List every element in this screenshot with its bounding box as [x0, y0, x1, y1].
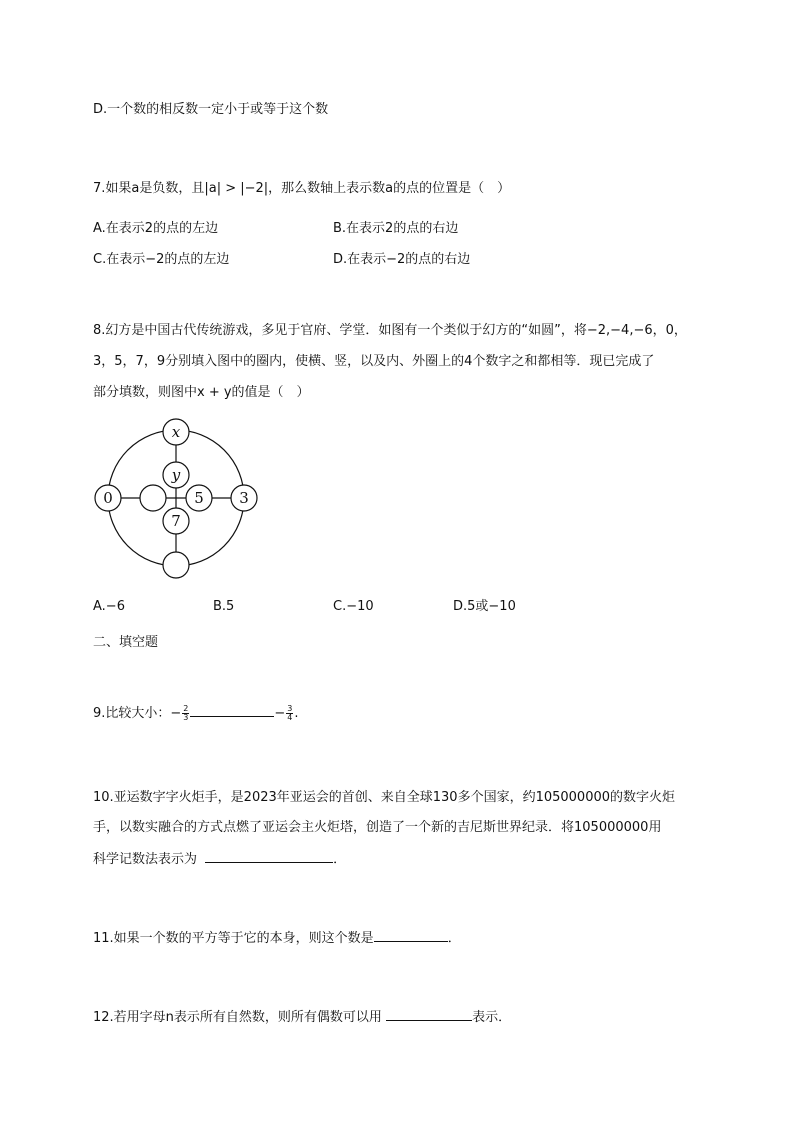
q12-suffix: 表示．	[472, 1010, 512, 1025]
q9-frac2-den: 4	[287, 713, 293, 722]
q8-option-d: D.5或−10	[453, 599, 516, 614]
q7-option-c: C.在表示−2的点的左边	[93, 252, 230, 267]
q8-option-b: B.5	[213, 599, 235, 614]
q10-suffix: ．	[333, 852, 347, 867]
q9-fraction-2	[286, 705, 293, 722]
q9-suffix: .	[294, 706, 299, 721]
q9-fraction-1	[182, 705, 189, 722]
q10-prefix: 科学记数法表示为	[93, 852, 198, 867]
node-left-label: 0	[103, 489, 113, 507]
q11-prefix: 11.如果一个数的平方等于它的本身，则这个数是	[93, 931, 374, 946]
node-inner-right-label: 5	[194, 489, 204, 507]
q9-frac1-den: 3	[183, 713, 189, 722]
q8-option-a: A.−6	[93, 599, 125, 614]
q10-line3	[93, 850, 346, 869]
q7-option-a: A.在表示2的点的左边	[93, 221, 219, 236]
q9-answer-blank[interactable]	[190, 704, 274, 717]
node-top-label: x	[171, 423, 181, 441]
q9-minus: −	[274, 706, 286, 721]
q8-stem-line1: 8.幻方是中国古代传统游戏，多见于官府、学堂．如图有一个类似于幻方的“如圆”，将−2,−4,−6，0，	[93, 323, 687, 338]
q9-prefix: 9.比较大小：−	[93, 706, 182, 721]
q9-frac1-num: 2	[183, 704, 189, 713]
q12-prefix: 12.若用字母n表示所有自然数，则所有偶数可以用	[93, 1010, 382, 1025]
node-inner-top-label: y	[171, 466, 181, 484]
q8-stem-line3: 部分填数，则图中x + y的值是（ ）	[93, 385, 310, 400]
q11-suffix: ．	[447, 931, 461, 946]
q7-stem: 7.如果a是负数，且|a| > |−2|，那么数轴上表示数a的点的位置是（ ）	[93, 181, 511, 196]
node-inner-left	[140, 485, 166, 511]
q9-line	[93, 704, 299, 723]
q12-answer-blank[interactable]	[386, 1008, 472, 1021]
q11-answer-blank[interactable]	[374, 929, 448, 942]
q7-option-d: D.在表示−2的点的右边	[333, 252, 471, 267]
q10-line1: 10.亚运数字字火炬手，是2023年亚运会的首创、来自全球130多个国家，约105000000的数字火炬	[93, 790, 676, 805]
q8-magic-circle-figure	[88, 412, 268, 584]
q9-frac2-num: 3	[287, 704, 293, 713]
q8-stem-line2: 3，5，7，9分别填入图中的圈内，使横、竖，以及内、外圈上的4个数字之和都相等．现已完成了	[93, 354, 655, 369]
q6-option-d: D.一个数的相反数一定小于或等于这个数	[93, 102, 329, 117]
q12-line	[93, 1008, 511, 1027]
q8-option-c: C.−10	[333, 599, 374, 614]
node-inner-bottom-label: 7	[171, 512, 181, 530]
q7-option-b: B.在表示2的点的右边	[333, 221, 459, 236]
q10-answer-blank[interactable]	[205, 850, 333, 863]
q11-line	[93, 929, 461, 948]
q10-line2: 手，以数实融合的方式点燃了亚运会主火炬塔，创造了一个新的吉尼斯世界纪录．将105000000用	[93, 820, 662, 835]
node-right-label: 3	[239, 489, 249, 507]
node-bottom	[163, 552, 189, 578]
section-title-fill-in: 二、填空题	[93, 635, 159, 650]
